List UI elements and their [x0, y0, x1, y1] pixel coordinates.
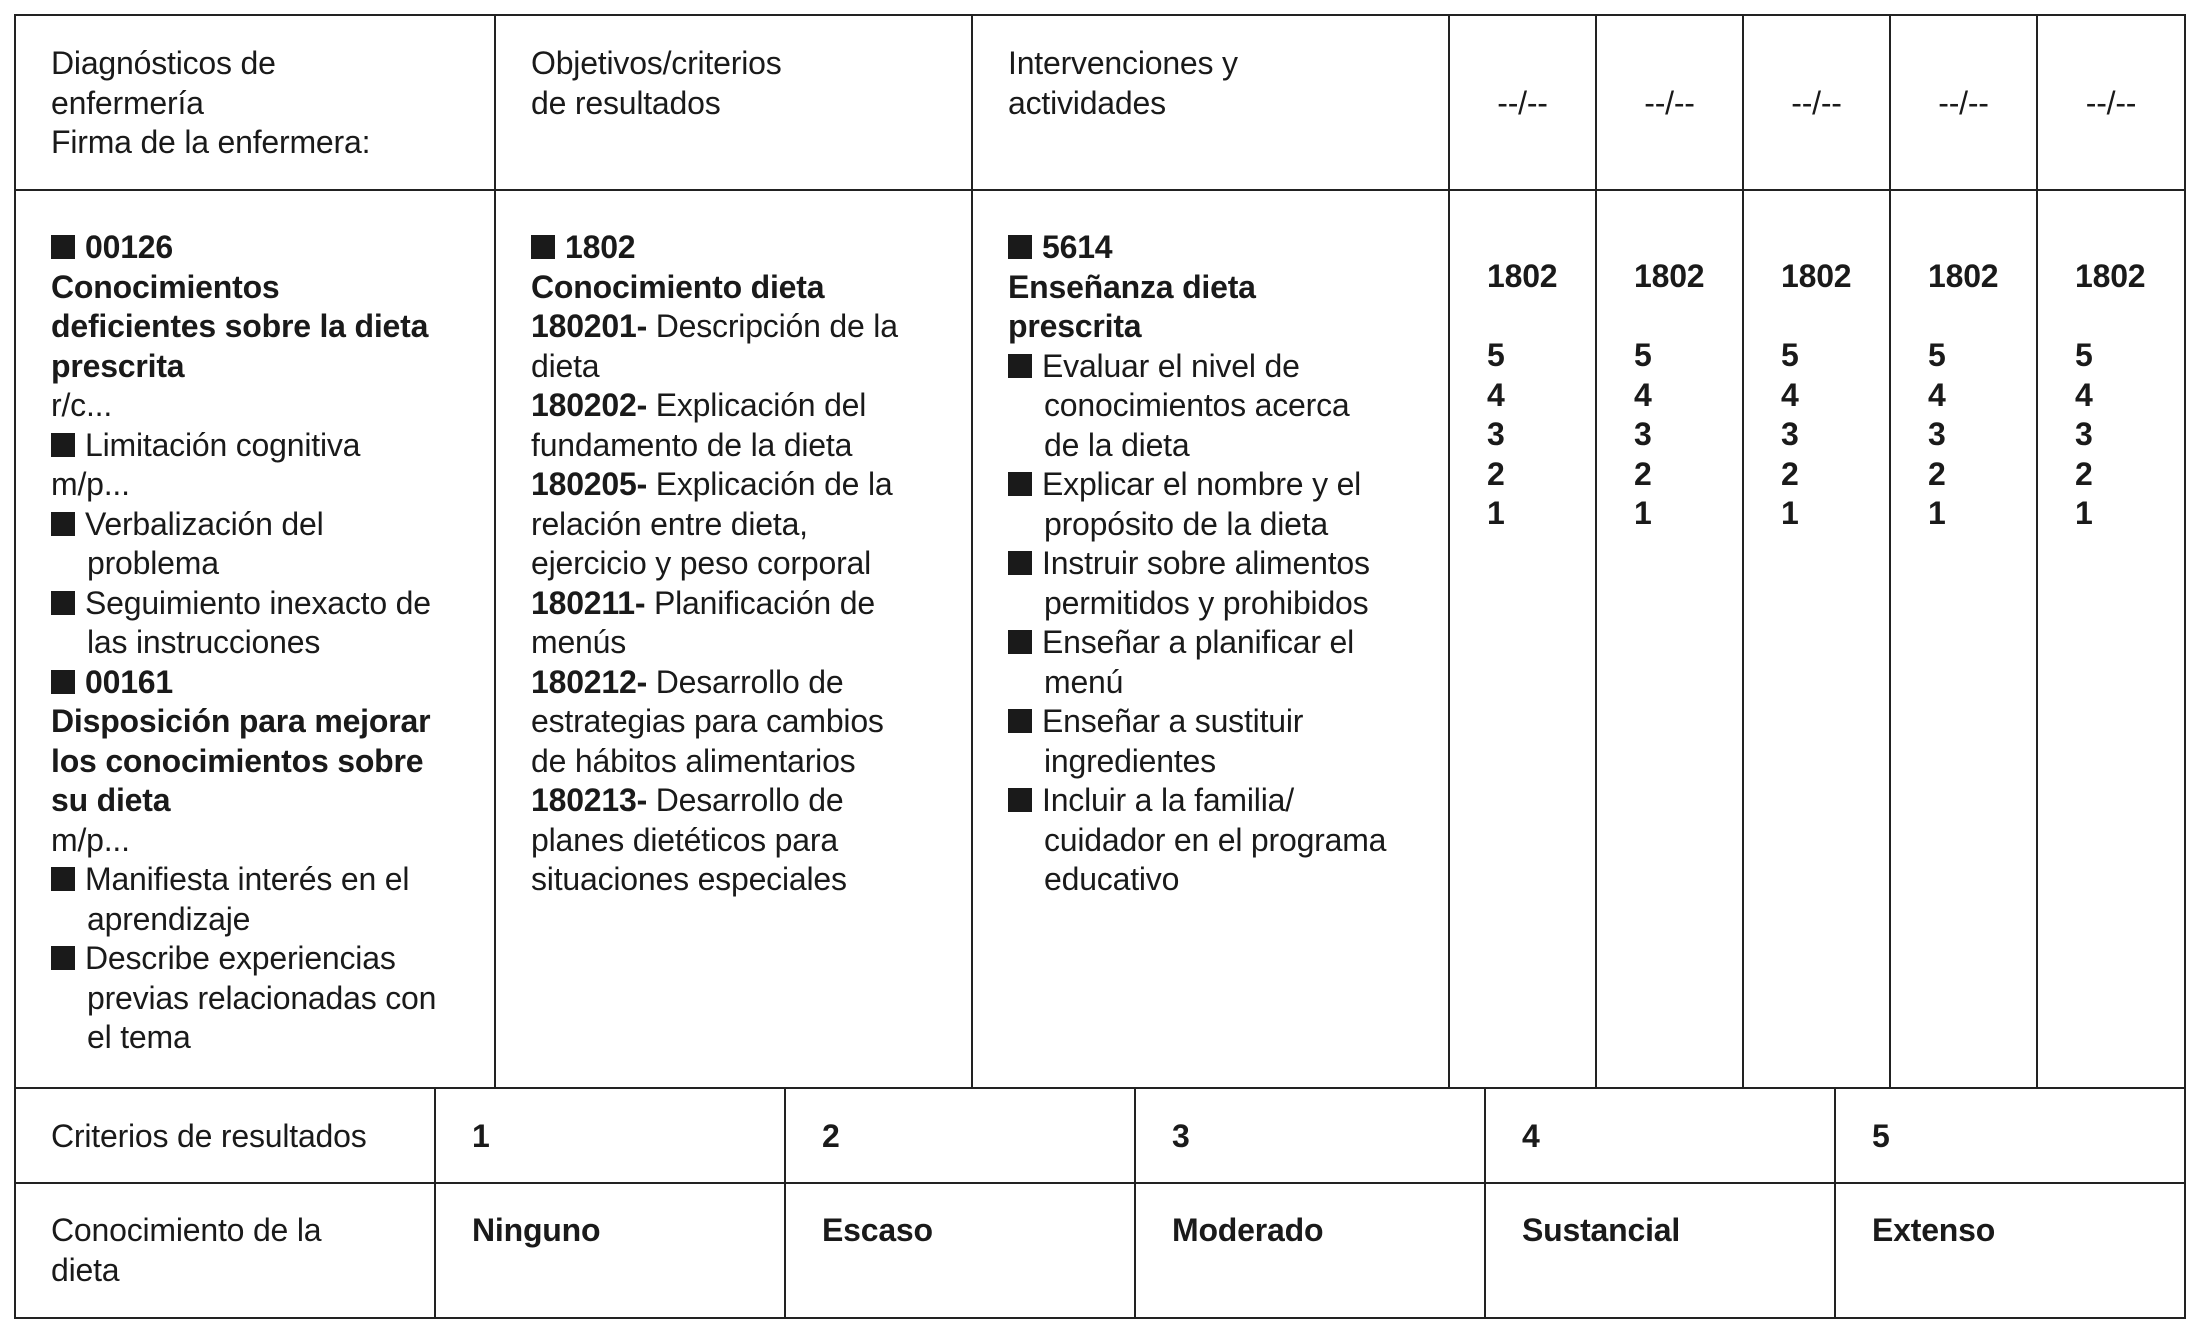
indicator-text: Planificación de [645, 584, 875, 621]
square-bullet-icon [1008, 551, 1032, 575]
diagnosis-title: deficientes sobre la dieta [51, 308, 429, 344]
level-label: Moderado [1172, 1212, 1324, 1248]
scale-value[interactable]: 1 [2075, 495, 2093, 531]
indicator-text: Desarrollo de [647, 782, 844, 818]
criteria-label: Criterios de resultados [51, 1118, 367, 1154]
scale-code: 1802 [1487, 258, 1558, 294]
level-label: Extenso [1872, 1212, 1996, 1248]
activity: propósito de la dieta [1044, 505, 1329, 542]
body-divider [14, 1087, 2186, 1089]
col-divider [1889, 14, 1891, 1089]
indicator-text: dieta [531, 347, 600, 384]
criteria-number: 3 [1172, 1118, 1190, 1154]
header-text: Intervenciones y [1008, 45, 1238, 81]
col-divider [494, 14, 496, 1089]
indicator-code: 180211- [531, 584, 646, 621]
characteristic: Seguimiento inexacto de [85, 584, 431, 621]
square-bullet-icon [1008, 354, 1032, 378]
level-label: Escaso [822, 1212, 933, 1248]
characteristic: el tema [87, 1019, 191, 1055]
scale-value[interactable]: 5 [1928, 337, 1946, 373]
scale-value[interactable]: 3 [1634, 416, 1652, 452]
criteria-number: 5 [1872, 1118, 1890, 1154]
col-divider [2036, 14, 2038, 1089]
square-bullet-icon [51, 235, 75, 259]
square-bullet-icon [51, 591, 75, 615]
indicator-code: 180201- [531, 308, 648, 344]
scale-value[interactable]: 3 [2075, 416, 2093, 452]
activity: ingredientes [1044, 742, 1216, 779]
activity: cuidador en el programa [1044, 821, 1387, 858]
scale-value[interactable]: 1 [1928, 495, 1946, 531]
intervention-code: 5614 [1042, 229, 1113, 265]
scale-value[interactable]: 3 [1781, 416, 1799, 452]
criteria-col-divider [1484, 1087, 1486, 1319]
intervention-title: Enseñanza dieta [1008, 268, 1256, 305]
square-bullet-icon [51, 670, 75, 694]
activity: de la dieta [1044, 426, 1190, 463]
scale-column [2075, 257, 2180, 534]
header-objectives [531, 44, 961, 123]
col-divider [1742, 14, 1744, 1089]
related-to-label: r/c... [51, 387, 113, 423]
header-text: Diagnósticos de [51, 45, 276, 81]
criteria-col-divider [434, 1087, 436, 1319]
diagnosis-code: 00126 [85, 229, 173, 265]
scale-code: 1802 [1634, 258, 1705, 294]
date-field[interactable]: --/-- [1938, 85, 1989, 121]
indicator-text: Explicación de la [647, 466, 893, 502]
indicator-text: de hábitos alimentarios [531, 742, 856, 779]
scale-value[interactable]: 5 [2075, 337, 2093, 373]
date-field[interactable]: --/-- [1644, 85, 1695, 121]
indicator [531, 465, 969, 584]
indicator-text: ejercicio y peso corporal [531, 545, 872, 581]
activity: Instruir sobre alimentos [1042, 545, 1370, 581]
date-field[interactable]: --/-- [2085, 85, 2137, 121]
diagnoses-cell [51, 228, 491, 1058]
manifested-by-label: m/p... [51, 821, 130, 858]
scale-value[interactable]: 2 [1634, 455, 1652, 492]
scale-value[interactable]: 4 [1634, 376, 1652, 413]
criteria-number: 4 [1522, 1118, 1540, 1154]
outcome-label [51, 1211, 431, 1290]
activity: permitidos y prohibidos [1044, 584, 1369, 621]
activity: conocimientos acerca [1044, 387, 1350, 423]
header-text: Firma de la enfermera: [51, 124, 371, 160]
col-divider [971, 14, 973, 1089]
criteria-col-divider [1134, 1087, 1136, 1319]
indicator-text: planes dietéticos para [531, 821, 838, 858]
intervention-title: prescrita [1008, 308, 1142, 344]
scale-column [1928, 257, 2033, 534]
activity: Enseñar a sustituir [1042, 703, 1304, 739]
level-label: Sustancial [1522, 1212, 1681, 1248]
indicator-text: estrategias para cambios [531, 703, 884, 739]
diagnosis-title: Disposición para mejorar [51, 703, 431, 739]
square-bullet-icon [1008, 472, 1032, 496]
indicator-code: 180205- [531, 466, 648, 502]
diagnosis-title: su dieta [51, 782, 171, 818]
indicator-text: Descripción de la [647, 308, 898, 344]
square-bullet-icon [51, 512, 75, 536]
square-bullet-icon [1008, 235, 1032, 259]
diagnosis-title: Conocimientos [51, 268, 280, 305]
characteristic: previas relacionadas con [87, 979, 437, 1016]
indicator-text: Desarrollo de [647, 663, 844, 700]
characteristic: Manifiesta interés en el [85, 861, 410, 897]
criteria-col-divider [784, 1087, 786, 1319]
outcome-label-text: dieta [51, 1251, 120, 1288]
diagnosis-code: 00161 [85, 663, 173, 700]
scale-value[interactable]: 4 [2075, 376, 2093, 413]
square-bullet-icon [1008, 630, 1032, 654]
indicator-code: 180212- [531, 663, 648, 700]
activity: educativo [1044, 861, 1180, 897]
scale-value[interactable]: 1 [1634, 495, 1652, 531]
header-interventions [1008, 44, 1438, 123]
characteristic: Describe experiencias [85, 940, 396, 976]
activity: Evaluar el nivel de [1042, 347, 1300, 384]
objective-code: 1802 [565, 229, 636, 265]
scale-value[interactable]: 1 [1781, 495, 1799, 531]
characteristic: Verbalización del [85, 505, 324, 542]
related-factor: Limitación cognitiva [85, 426, 361, 463]
activity: Explicar el nombre y el [1042, 466, 1362, 502]
scale-code: 1802 [2075, 258, 2146, 294]
scale-value[interactable]: 2 [1487, 455, 1505, 492]
diagnosis-title: los conocimientos sobre [51, 742, 424, 779]
square-bullet-icon [51, 946, 75, 970]
characteristic: aprendizaje [87, 900, 251, 937]
square-bullet-icon [51, 867, 75, 891]
criteria-divider [14, 1182, 2186, 1184]
header-divider [14, 189, 2186, 191]
characteristic: las instrucciones [87, 624, 321, 660]
indicator-text: situaciones especiales [531, 861, 847, 897]
scale-value[interactable]: 4 [1781, 376, 1799, 413]
indicator [531, 386, 969, 465]
scale-value[interactable]: 5 [1781, 337, 1799, 373]
scale-value[interactable]: 5 [1634, 337, 1652, 373]
indicator-text: menús [531, 624, 627, 660]
criteria-number: 2 [822, 1118, 840, 1154]
indicator-code: 180213- [531, 782, 648, 818]
indicator [531, 307, 969, 386]
scale-value[interactable]: 5 [1487, 337, 1505, 373]
square-bullet-icon [531, 235, 555, 259]
scale-value[interactable]: 3 [1487, 416, 1505, 452]
scale-value[interactable]: 1 [1487, 495, 1505, 531]
scale-column [1634, 257, 1739, 534]
indicator [531, 781, 969, 900]
characteristic: problema [87, 545, 219, 581]
scale-value[interactable]: 4 [1928, 376, 1946, 413]
indicator-text: fundamento de la dieta [531, 426, 853, 463]
date-field[interactable]: --/-- [1497, 85, 1548, 121]
header-text: de resultados [531, 84, 721, 121]
activity: Enseñar a planificar el [1042, 624, 1355, 660]
indicator [531, 663, 969, 782]
activity: menú [1044, 663, 1124, 700]
scale-value[interactable]: 2 [1928, 455, 1946, 492]
date-field[interactable]: --/-- [1791, 85, 1842, 121]
outcome-label-text: Conocimiento de la [51, 1212, 322, 1248]
scale-code: 1802 [1781, 258, 1852, 294]
scale-column [1487, 257, 1592, 534]
indicator-code: 180202- [531, 387, 648, 423]
header-text: actividades [1008, 84, 1166, 121]
objective-title: Conocimiento dieta [531, 268, 825, 305]
scale-value[interactable]: 2 [2075, 455, 2093, 492]
square-bullet-icon [1008, 788, 1032, 812]
header-diagnoses [51, 44, 491, 163]
objectives-cell [531, 228, 969, 900]
scale-value[interactable]: 4 [1487, 376, 1505, 413]
scale-value[interactable]: 2 [1781, 455, 1799, 492]
col-divider [1595, 14, 1597, 1089]
level-label: Ninguno [472, 1212, 601, 1248]
indicator [531, 584, 969, 663]
criteria-col-divider [1834, 1087, 1836, 1319]
col-divider [1448, 14, 1450, 1089]
indicator-text: relación entre dieta, [531, 505, 808, 542]
header-text: Objetivos/criterios [531, 45, 782, 81]
header-text: enfermería [51, 84, 204, 121]
square-bullet-icon [1008, 709, 1032, 733]
criteria-number: 1 [472, 1118, 490, 1154]
scale-code: 1802 [1928, 258, 1999, 294]
square-bullet-icon [51, 433, 75, 457]
manifested-by-label: m/p... [51, 466, 130, 502]
indicator-text: Explicación del [647, 387, 867, 423]
scale-column [1781, 257, 1886, 534]
diagnosis-title: prescrita [51, 347, 185, 384]
activity: Incluir a la familia/ [1042, 782, 1294, 818]
interventions-cell [1008, 228, 1446, 900]
scale-value[interactable]: 3 [1928, 416, 1946, 452]
